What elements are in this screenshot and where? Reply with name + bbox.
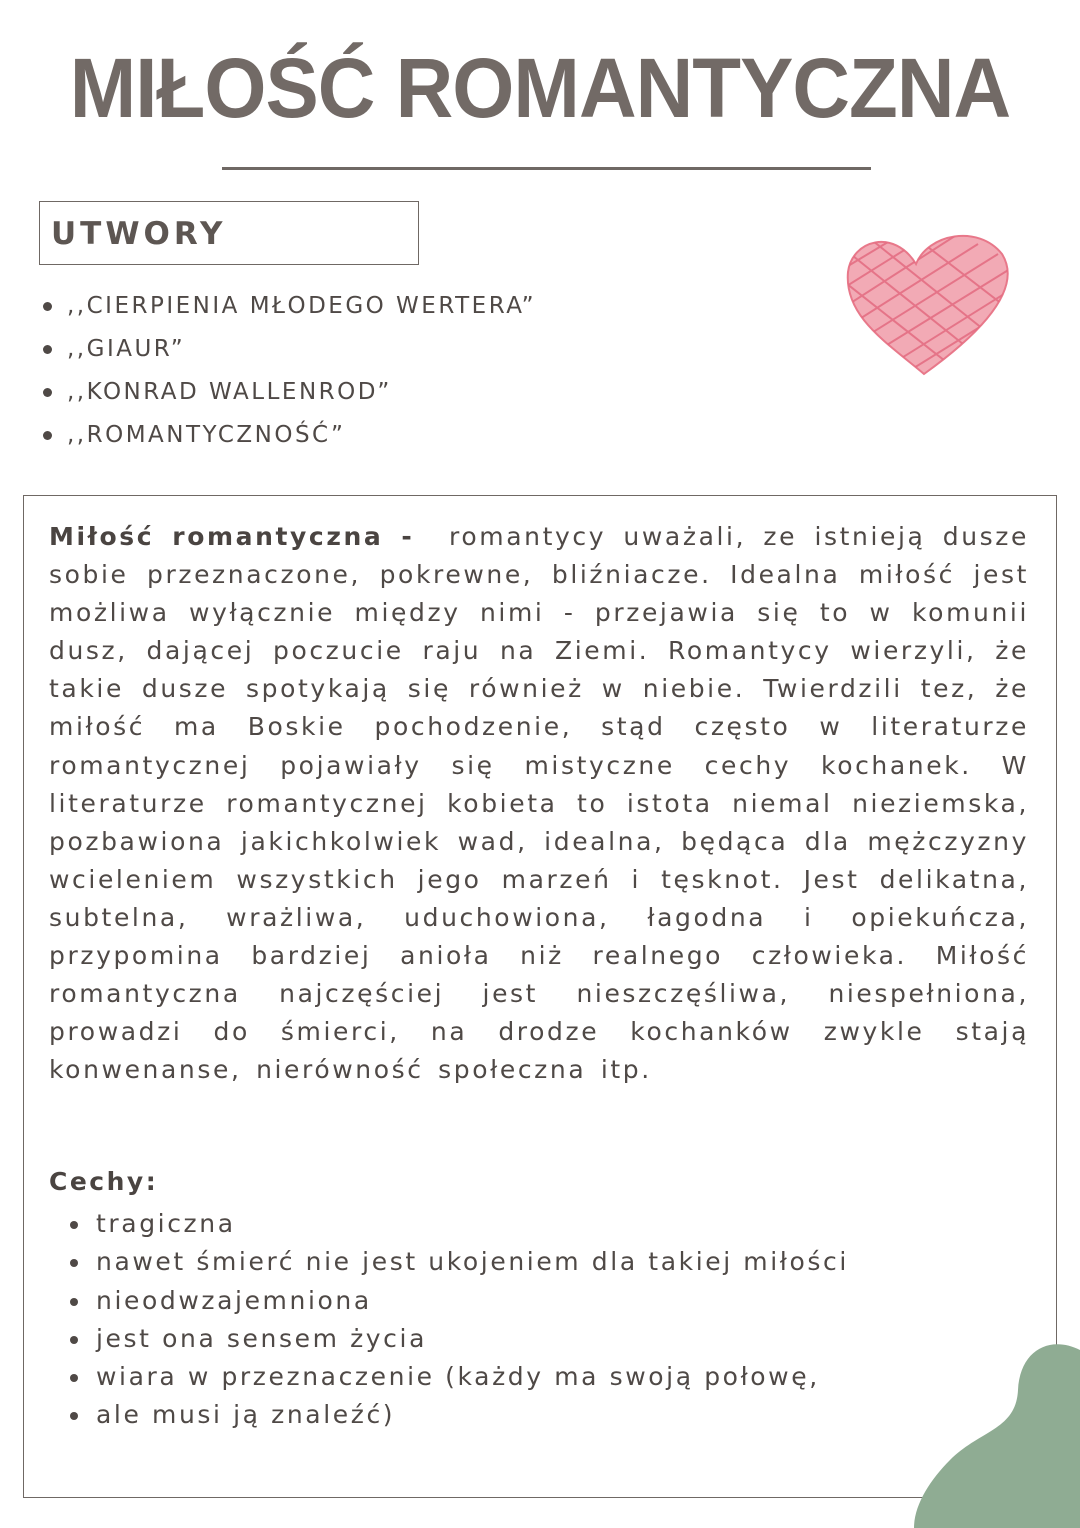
works-item: ,,KONRAD WALLENROD” [40,372,536,415]
page-title: MIŁOŚĆ ROMANTYCZNA [69,41,1011,135]
works-heading: UTWORY [51,216,227,252]
description-text: romantycy uważali, ze istnieją dusze sobie przeznaczone, pokrewne, bliźniacze. Idealna miłość jest możliwa wyłącznie między nimi - przejawia się to w komunii dusz, dającej poczucie raju na Ziemi. Romantycy wierzyli, że takie dusze spotykają się również w niebie. Twierdzili tez, że miłość ma Boskie pochodzenie, stąd często w literaturze romantycznej pojawiały się mistyczne cechy kochanek. W literaturze romantycznej kobieta to istota niemal nieziemska, pozbawiona jakichkolwiek wad, idealna, będąca dla mężczyzny wcieleniem wszystkich jego marzeń i tęsknot. Jest delikatna, subtelna, wrażliwa, uduchowiona, łagodna i opiekuńcza, przypomina bardziej anioła niż realnego człowieka. Miłość romantyczna najczęściej jest nieszczęśliwa, niespełniona, prowadzi do śmierci, na drodze kochanków zwykle stają konwenanse, nierówność społeczna itp. [49,522,1030,1085]
description-paragraph [49,518,1029,1089]
works-item: ,,GIAUR” [40,329,536,372]
feature-item: jest ona sensem życia [60,1320,849,1358]
feature-item: wiara w przeznaczenie (każdy ma swoją połowę, [60,1358,849,1396]
heart-icon [838,224,1014,380]
features-list [60,1205,849,1435]
works-item: ,,CIERPIENIA MŁODEGO WERTERA” [40,286,536,329]
works-list [40,286,536,458]
green-blob [900,1330,1080,1528]
works-heading-box [39,201,419,265]
feature-item: nawet śmierć nie jest ukojeniem dla takiej miłości [60,1243,849,1281]
works-item: ,,ROMANTYCZNOŚĆ” [40,415,536,458]
feature-item: tragiczna [60,1205,849,1243]
feature-item: ale musi ją znaleźć) [60,1396,849,1434]
description-term: Miłość romantyczna - [49,522,415,551]
title-divider [222,167,871,170]
features-heading: Cechy: [49,1167,159,1196]
feature-item: nieodwzajemniona [60,1282,849,1320]
